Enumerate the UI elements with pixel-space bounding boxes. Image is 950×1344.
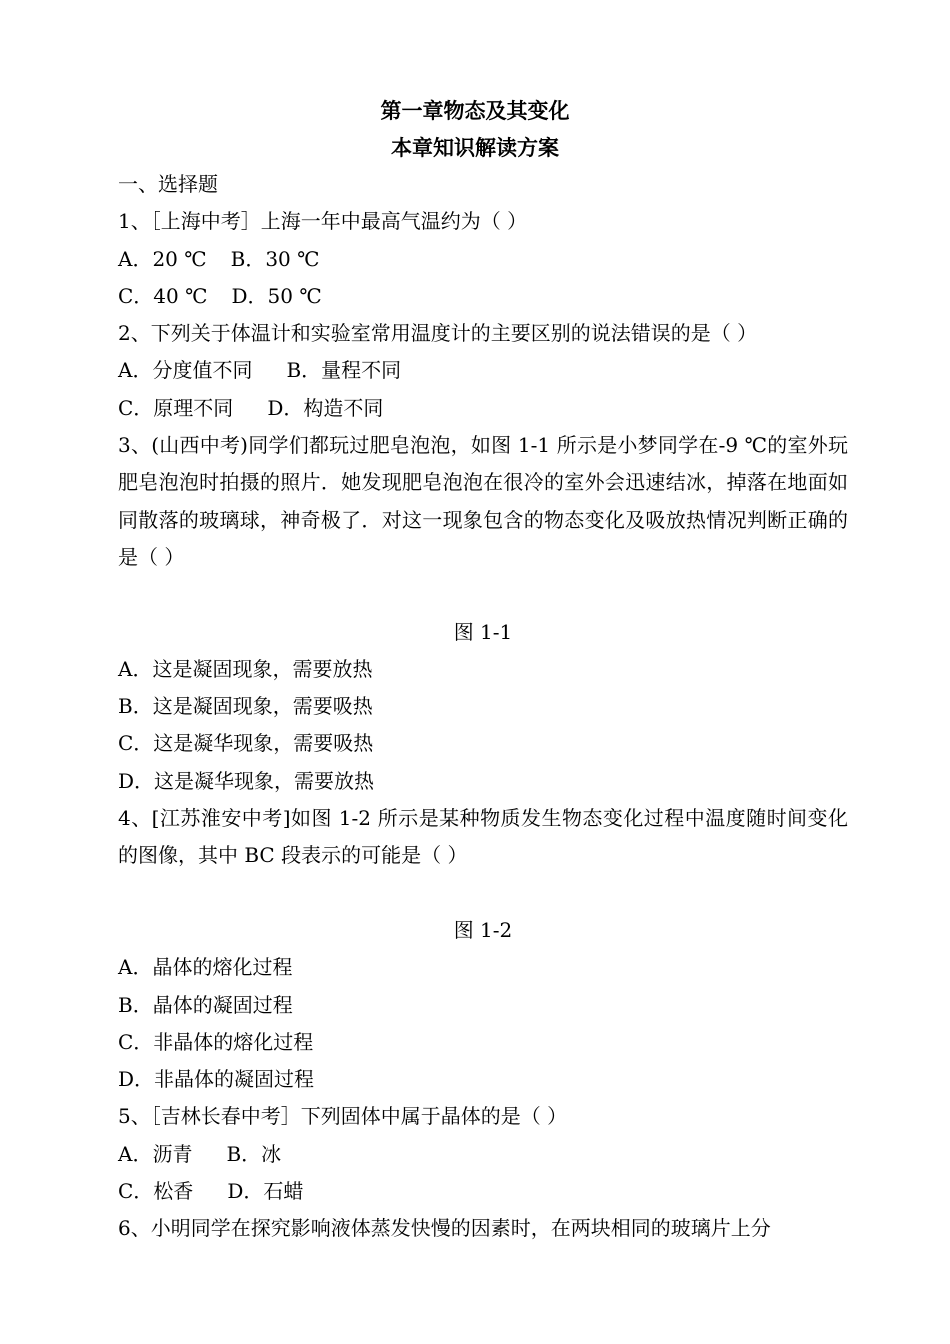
question-3-option-b: B．这是凝固现象，需要吸热 bbox=[118, 694, 373, 719]
question-2-option-d: D．构造不同 bbox=[267, 395, 384, 420]
question-5-option-b: B．冰 bbox=[226, 1141, 282, 1166]
question-5-option-a: A．沥青 bbox=[118, 1141, 193, 1166]
figure-1-1-caption: 图 1-1 bbox=[453, 619, 513, 644]
question-5-stem: 5、［吉林长春中考］下列固体中属于晶体的是（ ） bbox=[118, 1104, 568, 1129]
figure-1-2-caption: 图 1-2 bbox=[453, 917, 513, 942]
question-1-option-b: B．30 ℃ bbox=[230, 246, 320, 271]
question-1-option-a: A．20 ℃ bbox=[118, 246, 207, 271]
question-2-options-row-2 bbox=[118, 390, 848, 427]
question-1-options-row-1 bbox=[118, 241, 848, 278]
document-body bbox=[118, 166, 848, 1248]
question-5-options-row-2 bbox=[118, 1173, 848, 1210]
question-3-option-c: C．这是凝华现象，需要吸热 bbox=[118, 731, 374, 756]
question-4-option-d: D．非晶体的凝固过程 bbox=[118, 1067, 315, 1092]
question-1-option-d: D．50 ℃ bbox=[231, 283, 322, 308]
question-4-option-b: B．晶体的凝固过程 bbox=[118, 992, 293, 1017]
question-5-option-d: D．石蜡 bbox=[227, 1179, 304, 1204]
question-3-stem: 3、(山西中考)同学们都玩过肥皂泡泡，如图 1-1 所示是小梦同学在-9 ℃的室外玩肥皂泡泡时拍摄的照片．她发现肥皂泡泡在很冷的室外会迅速结冰，掉落在地面如同散落的玻璃球，神奇极了．对这一现象包含的物态变化及吸放热情况判断正确的是（ ） bbox=[118, 433, 848, 569]
question-4-stem: 4、[江苏淮安中考]如图 1-2 所示是某种物质发生物态变化过程中温度随时间变化的图像，其中 BC 段表示的可能是（ ） bbox=[118, 806, 848, 868]
question-5-options-row-1 bbox=[118, 1136, 848, 1173]
question-4-option-a: A．晶体的熔化过程 bbox=[118, 955, 293, 980]
question-3-option-d: D．这是凝华现象，需要放热 bbox=[118, 768, 375, 793]
question-1-options-row-2 bbox=[118, 278, 848, 315]
figure-1-2-placeholder bbox=[118, 875, 848, 912]
question-2-option-a: A．分度值不同 bbox=[118, 358, 253, 383]
question-5-option-c: C．松香 bbox=[118, 1179, 194, 1204]
question-1-stem: 1、［上海中考］上海一年中最高气温约为（ ） bbox=[118, 209, 528, 234]
question-2-option-b: B．量程不同 bbox=[286, 358, 402, 383]
document-subtitle: 本章知识解读方案 bbox=[391, 136, 559, 160]
figure-1-1-placeholder bbox=[118, 576, 848, 613]
question-2-option-c: C．原理不同 bbox=[118, 395, 234, 420]
question-2-options-row-1 bbox=[118, 352, 848, 389]
question-2-stem: 2、下列关于体温计和实验室常用温度计的主要区别的说法错误的是（ ） bbox=[118, 321, 758, 346]
question-6-stem: 6、小明同学在探究影响液体蒸发快慢的因素时，在两块相同的玻璃片上分 bbox=[118, 1216, 771, 1241]
document-title: 第一章物态及其变化 bbox=[380, 99, 570, 123]
question-1-option-c: C．40 ℃ bbox=[118, 283, 208, 308]
question-3-option-a: A．这是凝固现象，需要放热 bbox=[118, 656, 373, 681]
question-4-option-c: C．非晶体的熔化过程 bbox=[118, 1029, 314, 1054]
section-heading: 一、选择题 bbox=[118, 172, 218, 196]
